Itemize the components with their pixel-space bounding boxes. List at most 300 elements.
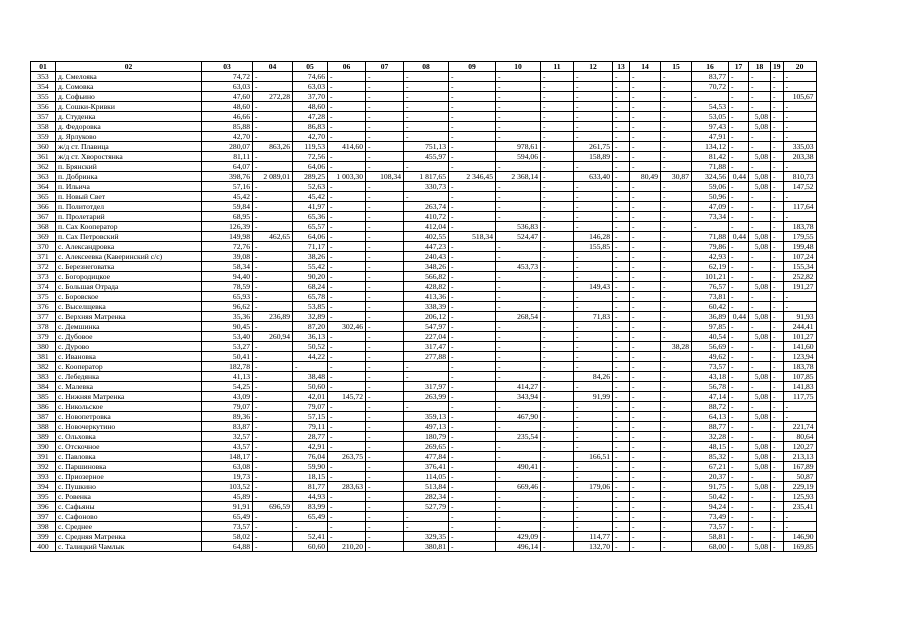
value-cell: - bbox=[253, 292, 293, 302]
table-row bbox=[31, 462, 817, 472]
value-cell: - bbox=[729, 92, 749, 102]
value-cell: - bbox=[771, 502, 784, 512]
column-header: 08 bbox=[404, 62, 449, 72]
value-cell: 751,13 bbox=[404, 142, 449, 152]
value-cell: - bbox=[613, 422, 630, 432]
value-cell: - bbox=[541, 162, 574, 172]
value-cell: 146,90 bbox=[783, 532, 816, 542]
value-cell: - bbox=[630, 162, 661, 172]
value-cell: - bbox=[771, 422, 784, 432]
value-cell: 91,75 bbox=[692, 482, 729, 492]
value-cell: 73,49 bbox=[692, 512, 729, 522]
value-cell: 117,75 bbox=[783, 392, 816, 402]
value-cell: - bbox=[496, 402, 541, 412]
value-cell: - bbox=[613, 372, 630, 382]
value-cell: - bbox=[328, 112, 366, 122]
value-cell: 467,90 bbox=[496, 412, 541, 422]
value-cell: - bbox=[771, 242, 784, 252]
row-number-cell: 365 bbox=[31, 192, 56, 202]
value-cell: - bbox=[574, 72, 613, 82]
settlement-name-cell: с. Выселщевка bbox=[56, 302, 202, 312]
value-cell: - bbox=[630, 122, 661, 132]
value-cell: 44,93 bbox=[293, 492, 328, 502]
value-cell: 64,88 bbox=[202, 542, 253, 552]
table-row bbox=[31, 252, 817, 262]
value-cell: - bbox=[613, 82, 630, 92]
row-number-cell: 355 bbox=[31, 92, 56, 102]
value-cell: - bbox=[749, 192, 771, 202]
value-cell: - bbox=[328, 352, 366, 362]
value-cell: - bbox=[449, 102, 496, 112]
value-cell: - bbox=[496, 122, 541, 132]
settlement-name-cell: с. Дубовое bbox=[56, 332, 202, 342]
value-cell: 55,42 bbox=[293, 262, 328, 272]
value-cell: 141,83 bbox=[783, 382, 816, 392]
value-cell: - bbox=[449, 152, 496, 162]
value-cell: 462,65 bbox=[253, 232, 293, 242]
value-cell: 65,93 bbox=[202, 292, 253, 302]
value-cell: 81,11 bbox=[202, 152, 253, 162]
settlement-name-cell: д. Студенка bbox=[56, 112, 202, 122]
value-cell: - bbox=[366, 532, 404, 542]
settlement-name-cell: с. Ровенка bbox=[56, 492, 202, 502]
settlement-name-cell: с. Алексеевка (Каверинский с/с) bbox=[56, 252, 202, 262]
value-cell: 72,56 bbox=[293, 152, 328, 162]
value-cell: - bbox=[574, 382, 613, 392]
table-row bbox=[31, 532, 817, 542]
value-cell: - bbox=[661, 182, 692, 192]
value-cell: - bbox=[541, 542, 574, 552]
column-header: 19 bbox=[771, 62, 784, 72]
value-cell: - bbox=[496, 502, 541, 512]
value-cell: - bbox=[541, 462, 574, 472]
value-cell: - bbox=[366, 152, 404, 162]
value-cell: - bbox=[404, 82, 449, 92]
value-cell: - bbox=[449, 462, 496, 472]
value-cell: - bbox=[253, 452, 293, 462]
value-cell: - bbox=[613, 212, 630, 222]
value-cell: - bbox=[253, 532, 293, 542]
value-cell: - bbox=[404, 102, 449, 112]
table-row bbox=[31, 202, 817, 212]
value-cell: - bbox=[783, 512, 816, 522]
value-cell: - bbox=[749, 222, 771, 232]
table-row bbox=[31, 342, 817, 352]
value-cell: - bbox=[541, 482, 574, 492]
value-cell: - bbox=[449, 412, 496, 422]
column-header: 05 bbox=[293, 62, 328, 72]
value-cell: 43,57 bbox=[202, 442, 253, 452]
settlement-name-cell: п. Политотдел bbox=[56, 202, 202, 212]
value-cell: - bbox=[613, 402, 630, 412]
value-cell: - bbox=[630, 402, 661, 412]
value-cell: - bbox=[293, 522, 328, 532]
value-cell: - bbox=[366, 392, 404, 402]
value-cell: 71,83 bbox=[574, 312, 613, 322]
value-cell: - bbox=[771, 232, 784, 242]
value-cell: - bbox=[449, 252, 496, 262]
value-cell: - bbox=[449, 402, 496, 412]
value-cell: - bbox=[541, 272, 574, 282]
value-cell: - bbox=[496, 422, 541, 432]
settlement-name-cell: с. Новопетровка bbox=[56, 412, 202, 422]
value-cell: 65,49 bbox=[293, 512, 328, 522]
value-cell: - bbox=[496, 332, 541, 342]
value-cell: - bbox=[771, 542, 784, 552]
settlement-name-cell: п. Сах Петровский bbox=[56, 232, 202, 242]
settlement-name-cell: с. Приозерное bbox=[56, 472, 202, 482]
value-cell: - bbox=[729, 112, 749, 122]
value-cell: 20,37 bbox=[692, 472, 729, 482]
value-cell: - bbox=[630, 312, 661, 322]
value-cell: - bbox=[449, 282, 496, 292]
settlement-name-cell: с. Никольское bbox=[56, 402, 202, 412]
value-cell: 42,91 bbox=[293, 442, 328, 452]
value-cell: - bbox=[613, 222, 630, 232]
value-cell: - bbox=[771, 72, 784, 82]
value-cell: 83,99 bbox=[293, 502, 328, 512]
value-cell: - bbox=[366, 502, 404, 512]
value-cell: - bbox=[630, 82, 661, 92]
value-cell: 18,15 bbox=[293, 472, 328, 482]
value-cell: - bbox=[541, 322, 574, 332]
data-table bbox=[30, 61, 817, 552]
value-cell: - bbox=[749, 382, 771, 392]
value-cell: 179,06 bbox=[574, 482, 613, 492]
value-cell: 5,08 bbox=[749, 442, 771, 452]
value-cell: - bbox=[449, 522, 496, 532]
value-cell: 289,25 bbox=[293, 172, 328, 182]
settlement-name-cell: д. Сомовка bbox=[56, 82, 202, 92]
value-cell: - bbox=[574, 92, 613, 102]
value-cell: 863,26 bbox=[253, 142, 293, 152]
value-cell: - bbox=[366, 322, 404, 332]
value-cell: - bbox=[729, 342, 749, 352]
value-cell: - bbox=[541, 522, 574, 532]
value-cell: - bbox=[749, 292, 771, 302]
value-cell: - bbox=[661, 122, 692, 132]
value-cell: 54,25 bbox=[202, 382, 253, 392]
value-cell: 47,09 bbox=[692, 202, 729, 212]
value-cell: - bbox=[253, 442, 293, 452]
value-cell: 490,41 bbox=[496, 462, 541, 472]
value-cell: - bbox=[541, 222, 574, 232]
value-cell: - bbox=[783, 412, 816, 422]
value-cell: 105,67 bbox=[783, 92, 816, 102]
value-cell: - bbox=[328, 342, 366, 352]
value-cell: - bbox=[771, 252, 784, 262]
value-cell: 524,47 bbox=[496, 232, 541, 242]
value-cell: - bbox=[749, 72, 771, 82]
value-cell: - bbox=[749, 472, 771, 482]
value-cell: - bbox=[541, 112, 574, 122]
row-number-cell: 400 bbox=[31, 542, 56, 552]
value-cell: - bbox=[613, 492, 630, 502]
value-cell: 48,60 bbox=[293, 102, 328, 112]
value-cell: - bbox=[630, 332, 661, 342]
value-cell: 413,36 bbox=[404, 292, 449, 302]
value-cell: 42,93 bbox=[692, 252, 729, 262]
value-cell: - bbox=[771, 202, 784, 212]
settlement-name-cell: с. Отскочное bbox=[56, 442, 202, 452]
value-cell: - bbox=[366, 232, 404, 242]
value-cell: 74,66 bbox=[293, 72, 328, 82]
value-cell: 335,03 bbox=[783, 142, 816, 152]
value-cell: 180,79 bbox=[404, 432, 449, 442]
value-cell: - bbox=[366, 242, 404, 252]
value-cell: 101,21 bbox=[692, 272, 729, 282]
value-cell: - bbox=[328, 272, 366, 282]
value-cell: - bbox=[541, 232, 574, 242]
value-cell: - bbox=[404, 192, 449, 202]
value-cell: - bbox=[630, 92, 661, 102]
row-number-cell: 395 bbox=[31, 492, 56, 502]
value-cell: 88,77 bbox=[692, 422, 729, 432]
settlement-name-cell: с. Среднее bbox=[56, 522, 202, 532]
value-cell: 2 089,01 bbox=[253, 172, 293, 182]
table-row bbox=[31, 102, 817, 112]
value-cell: 30,87 bbox=[661, 172, 692, 182]
value-cell: - bbox=[613, 392, 630, 402]
value-cell: - bbox=[449, 242, 496, 252]
value-cell: 206,12 bbox=[404, 312, 449, 322]
settlement-name-cell: с. Новочеркутино bbox=[56, 422, 202, 432]
value-cell: - bbox=[541, 362, 574, 372]
value-cell: 47,60 bbox=[202, 92, 253, 102]
value-cell: - bbox=[496, 492, 541, 502]
value-cell: 119,53 bbox=[293, 142, 328, 152]
row-number-cell: 354 bbox=[31, 82, 56, 92]
value-cell: - bbox=[449, 482, 496, 492]
value-cell: 199,48 bbox=[783, 242, 816, 252]
value-cell: - bbox=[771, 382, 784, 392]
value-cell: - bbox=[328, 212, 366, 222]
value-cell: - bbox=[771, 142, 784, 152]
table-row bbox=[31, 152, 817, 162]
row-number-cell: 386 bbox=[31, 402, 56, 412]
value-cell: 73,81 bbox=[692, 292, 729, 302]
value-cell: 50,52 bbox=[293, 342, 328, 352]
row-number-cell: 396 bbox=[31, 502, 56, 512]
value-cell: - bbox=[449, 372, 496, 382]
settlement-name-cell: с. Богородицкое bbox=[56, 272, 202, 282]
value-cell: 108,34 bbox=[366, 172, 404, 182]
value-cell: 50,42 bbox=[692, 492, 729, 502]
value-cell: 68,95 bbox=[202, 212, 253, 222]
settlement-name-cell: д. Сошки-Кривки bbox=[56, 102, 202, 112]
value-cell: - bbox=[630, 502, 661, 512]
row-number-cell: 359 bbox=[31, 132, 56, 142]
value-cell: 329,35 bbox=[404, 532, 449, 542]
value-cell: - bbox=[253, 242, 293, 252]
value-cell: - bbox=[496, 342, 541, 352]
table-row bbox=[31, 142, 817, 152]
value-cell: - bbox=[771, 432, 784, 442]
value-cell: - bbox=[541, 332, 574, 342]
table-row bbox=[31, 212, 817, 222]
value-cell: - bbox=[366, 512, 404, 522]
value-cell: 59,06 bbox=[692, 182, 729, 192]
value-cell: - bbox=[449, 312, 496, 322]
value-cell: - bbox=[729, 152, 749, 162]
value-cell: - bbox=[783, 212, 816, 222]
value-cell: 85,32 bbox=[692, 452, 729, 462]
value-cell: - bbox=[541, 172, 574, 182]
value-cell: - bbox=[404, 122, 449, 132]
value-cell: 280,07 bbox=[202, 142, 253, 152]
value-cell: 145,72 bbox=[328, 392, 366, 402]
value-cell: - bbox=[783, 132, 816, 142]
value-cell: - bbox=[661, 482, 692, 492]
value-cell: - bbox=[661, 152, 692, 162]
value-cell: 149,43 bbox=[574, 282, 613, 292]
value-cell: - bbox=[449, 262, 496, 272]
value-cell: - bbox=[749, 502, 771, 512]
value-cell: - bbox=[661, 312, 692, 322]
value-cell: 1 003,30 bbox=[328, 172, 366, 182]
value-cell: - bbox=[574, 162, 613, 172]
value-cell: - bbox=[541, 122, 574, 132]
value-cell: 547,97 bbox=[404, 322, 449, 332]
value-cell: - bbox=[328, 72, 366, 82]
row-number-cell: 366 bbox=[31, 202, 56, 212]
settlement-name-cell: п. Добринка bbox=[56, 172, 202, 182]
value-cell: - bbox=[729, 352, 749, 362]
table-row bbox=[31, 322, 817, 332]
value-cell: 47,14 bbox=[692, 392, 729, 402]
value-cell: 40,54 bbox=[692, 332, 729, 342]
row-number-cell: 387 bbox=[31, 412, 56, 422]
value-cell: - bbox=[404, 512, 449, 522]
value-cell: 429,09 bbox=[496, 532, 541, 542]
settlement-name-cell: с. Сафоново bbox=[56, 512, 202, 522]
value-cell: - bbox=[541, 342, 574, 352]
value-cell: - bbox=[328, 132, 366, 142]
value-cell: - bbox=[749, 522, 771, 532]
value-cell: - bbox=[661, 202, 692, 212]
value-cell: - bbox=[253, 402, 293, 412]
value-cell: 71,17 bbox=[293, 242, 328, 252]
value-cell: - bbox=[729, 262, 749, 272]
value-cell: 149,98 bbox=[202, 232, 253, 242]
value-cell: - bbox=[366, 202, 404, 212]
value-cell: - bbox=[541, 422, 574, 432]
value-cell: - bbox=[404, 72, 449, 82]
value-cell: - bbox=[253, 132, 293, 142]
value-cell: - bbox=[749, 422, 771, 432]
row-number-cell: 361 bbox=[31, 152, 56, 162]
table-row bbox=[31, 302, 817, 312]
value-cell: 263,75 bbox=[328, 452, 366, 462]
value-cell: - bbox=[449, 162, 496, 172]
value-cell: - bbox=[496, 442, 541, 452]
value-cell: - bbox=[661, 112, 692, 122]
settlement-name-cell: п. Новый Свет bbox=[56, 192, 202, 202]
value-cell: - bbox=[630, 352, 661, 362]
value-cell: 19,73 bbox=[202, 472, 253, 482]
value-cell: 79,86 bbox=[692, 242, 729, 252]
table-row bbox=[31, 522, 817, 532]
value-cell: - bbox=[366, 412, 404, 422]
value-cell: - bbox=[661, 422, 692, 432]
value-cell: - bbox=[613, 182, 630, 192]
value-cell: - bbox=[613, 342, 630, 352]
value-cell: - bbox=[366, 352, 404, 362]
value-cell: - bbox=[574, 522, 613, 532]
value-cell: - bbox=[574, 422, 613, 432]
value-cell: 32,28 bbox=[692, 432, 729, 442]
value-cell: 41,13 bbox=[202, 372, 253, 382]
value-cell: 268,54 bbox=[496, 312, 541, 322]
value-cell: - bbox=[496, 182, 541, 192]
value-cell: - bbox=[449, 442, 496, 452]
row-number-cell: 390 bbox=[31, 442, 56, 452]
value-cell: 338,39 bbox=[404, 302, 449, 312]
value-cell: 36,13 bbox=[293, 332, 328, 342]
value-cell: - bbox=[771, 512, 784, 522]
value-cell: - bbox=[613, 522, 630, 532]
value-cell: - bbox=[328, 432, 366, 442]
value-cell: 117,64 bbox=[783, 202, 816, 212]
value-cell: - bbox=[729, 182, 749, 192]
value-cell: - bbox=[328, 362, 366, 372]
value-cell: - bbox=[613, 132, 630, 142]
value-cell: 81,42 bbox=[692, 152, 729, 162]
value-cell: - bbox=[541, 442, 574, 452]
value-cell: - bbox=[449, 82, 496, 92]
value-cell: - bbox=[541, 512, 574, 522]
value-cell: - bbox=[574, 492, 613, 502]
value-cell: - bbox=[574, 272, 613, 282]
value-cell: - bbox=[328, 222, 366, 232]
value-cell: 497,13 bbox=[404, 422, 449, 432]
value-cell: - bbox=[661, 322, 692, 332]
table-row bbox=[31, 392, 817, 402]
value-cell: - bbox=[328, 292, 366, 302]
value-cell: - bbox=[541, 192, 574, 202]
value-cell: - bbox=[749, 492, 771, 502]
value-cell: - bbox=[253, 412, 293, 422]
value-cell: - bbox=[729, 362, 749, 372]
value-cell: 64,07 bbox=[202, 162, 253, 172]
value-cell: 155,85 bbox=[574, 242, 613, 252]
value-cell: - bbox=[574, 212, 613, 222]
value-cell: - bbox=[496, 92, 541, 102]
value-cell: - bbox=[630, 492, 661, 502]
value-cell: 169,85 bbox=[783, 542, 816, 552]
value-cell: - bbox=[574, 412, 613, 422]
value-cell: - bbox=[630, 542, 661, 552]
value-cell: - bbox=[253, 152, 293, 162]
value-cell: 302,46 bbox=[328, 322, 366, 332]
value-cell: 244,41 bbox=[783, 322, 816, 332]
value-cell: 53,27 bbox=[202, 342, 253, 352]
value-cell: - bbox=[574, 202, 613, 212]
table-row bbox=[31, 162, 817, 172]
column-header: 13 bbox=[613, 62, 630, 72]
value-cell: - bbox=[661, 382, 692, 392]
value-cell: - bbox=[496, 372, 541, 382]
value-cell: - bbox=[729, 222, 749, 232]
column-header: 01 bbox=[31, 62, 56, 72]
row-number-cell: 374 bbox=[31, 282, 56, 292]
value-cell: 5,08 bbox=[749, 122, 771, 132]
value-cell: - bbox=[366, 182, 404, 192]
table-row bbox=[31, 172, 817, 182]
value-cell: - bbox=[613, 162, 630, 172]
value-cell: - bbox=[661, 452, 692, 462]
value-cell: - bbox=[366, 312, 404, 322]
